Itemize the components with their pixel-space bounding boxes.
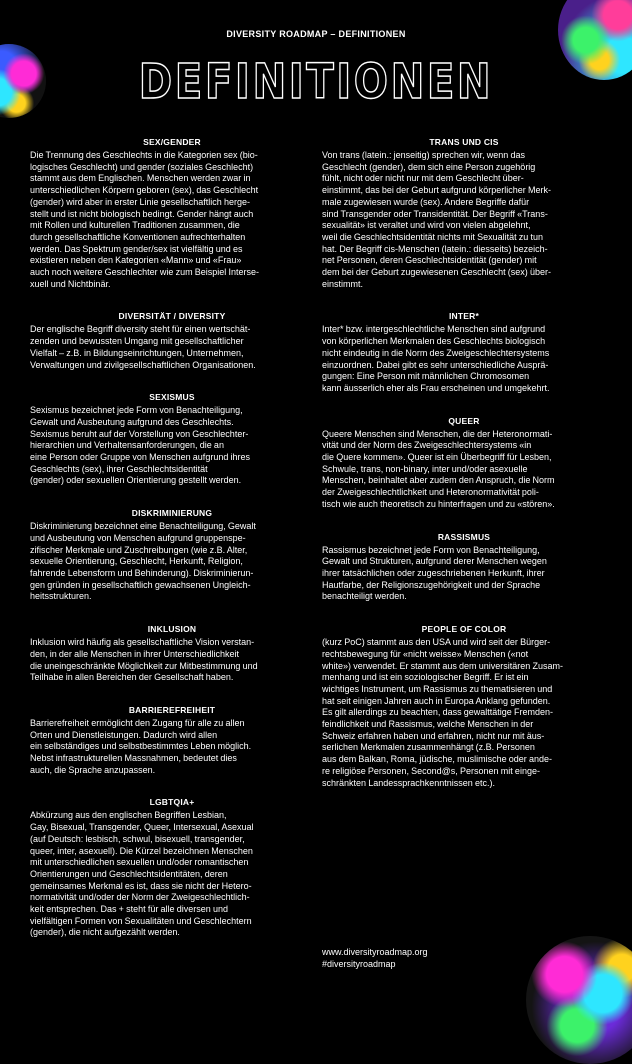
section-title: SEXISMUS — [149, 392, 195, 403]
section-title: DISKRIMINIERUNG — [131, 508, 213, 519]
definition-rassismus — [322, 531, 606, 604]
section-body: Inklusion wird häufig als gesellschaftliche Vision verstan- den, in der alle Menschen in ihrer Unterschiedlichkeit die uneingeschränkte Möglichkeit zur Mitbestimmung und Teilhabe in allen Bereichen der Gesellschaft haben. — [30, 637, 258, 683]
website-link[interactable]: www.diversityroadmap.org — [322, 947, 428, 957]
left-column — [30, 136, 314, 959]
footer — [322, 946, 522, 970]
section-title: PEOPLE OF COLOR — [421, 624, 507, 635]
section-title: BARRIEREFREIHEIT — [128, 704, 216, 715]
section-body: Der englische Begriff diversity steht für einen wertschät- zenden und bewussten Umgang mit gesellschaftlicher Vielfalt – z.B. in Bildungseinrichtungen, Unternehmen, Verwaltungen und zivilgesellschaftlichen Organisationen. — [30, 324, 256, 370]
definition-barrierefreiheit — [30, 704, 314, 777]
definition-sexismus — [30, 391, 314, 487]
section-body: Von trans (latein.: jenseitig) sprechen wir, wenn das Geschlecht (gender), dem sich eine Person zugehörig fühlt, nicht oder nicht nur mit dem Geschlecht über- einstimmt, das bei der Geburt aufgrund körperlicher Merk- male zugewiesen wurde (sex). Andere Begriffe dafür sind Transgender oder Transidentität. Der Begriff «Trans- sexualität» ist veraltet und wird von vielen abgelehnt, weil die Geschlechtsidentität nichts mit Sexualität zu tun hat. Der Begriff cis-Menschen (latein.: diesseits) bezeich- net Personen, deren Geschlechtsidentität (gender) mit dem bei der Geburt zugewiesenen Geschlecht (sex) über- einstimmt. — [322, 150, 552, 289]
definition-queer — [322, 415, 606, 511]
section-title: SEX/GENDER — [143, 137, 201, 147]
page-kicker: DIVERSITY ROADMAP – DEFINITIONEN — [226, 29, 406, 39]
page-title: DEFINITIONEN — [138, 54, 494, 110]
section-title: INKLUSION — [147, 624, 197, 635]
decorative-circle-top-left — [0, 44, 46, 118]
section-body: Queere Menschen sind Menschen, die der Heteronormati- vität und der Norm des Zweigeschlechtersystems «in die Quere kommen». Queer ist ein Überbegriff für Lesben, Schwule, trans, non-binary, inter und/oder asexuelle Menschen, beinhaltet aber zudem den Anspruch, die Norm der Zweigeschlechtlichkeit und Heteronormativität poli- tisch wie auch theoretisch zu hinterfragen und zu «stören». — [322, 428, 555, 509]
definition-inter — [322, 310, 606, 394]
section-title: TRANS UND CIS — [429, 137, 499, 147]
section-body: Inter* bzw. intergeschlechtliche Menschen sind aufgrund von körperlichen Merkmalen des Geschlechts biologisch nicht eindeutig in die Norm des Zweigeschlechtersystems einzuordnen. Dabei gibt es sehr unterschiedliche Ausprä- gungen: Eine Person mit männlichen Chromosomen kann äusserlich eher als Frau erscheinen und umgekehrt. — [322, 324, 550, 393]
section-body: Abkürzung aus den englischen Begriffen Lesbian, Gay, Bisexual, Transgender, Queer, Intersexual, Asexual (auf Deutsch: lesbisch, schwul, bisexuell, transgender, queer, inter, asexuell). Die Kürzel bezeichnen Menschen mit unterschiedlichen sexuellen und/oder romantischen Orientierungen und Geschlechtsidentitäten, deren gemeinsames Merkmal es ist, dass sie nicht der Hetero- normativität und/oder der Norm der Zweigeschlechtlich- keit entsprechen. Das + steht für alle diversen und vielfältigen Formen von Sexualitäten und Geschlechtern (gender), die nicht aufgezählt werden. — [30, 810, 254, 938]
definition-diskriminierung — [30, 507, 314, 603]
definition-sex-gender — [30, 136, 314, 290]
definition-lgbtqia — [30, 796, 314, 939]
definition-inklusion — [30, 623, 314, 684]
definition-trans-cis — [322, 136, 606, 290]
definition-people-of-color — [322, 623, 606, 789]
definition-diversity — [30, 310, 314, 371]
section-body: (kurz PoC) stammt aus den USA und wird seit der Bürger- rechtsbewegung für «nicht weisse» Menschen («not white») verwendet. Er stammt aus dem universitären Zusam- menhang und ist ein soziologischer Begriff. Er ist ein wichtiges Instrument, um Rassismus zu thematisieren und hat seit einigen Jahren auch in Europa Anklang gefunden. Es gilt allerdings zu beachten, dass gewalttätige Fremden- feindlichkeit und Rassismus, welche Menschen in der Schweiz erfahren haben und erfahren, nicht nur mit äus- serlichen Merkmalen zusammenhängt (z.B. Personen aus dem Balkan, Roma, jüdische, muslimische oder ande- re religiöse Personen, Second@s, Personen mit einge- schränkten Landessprachkenntnissen etc.). — [322, 637, 563, 788]
section-title: RASSISMUS — [437, 531, 491, 542]
section-title: DIVERSITÄT / DIVERSITY — [118, 311, 226, 322]
right-column — [322, 136, 606, 809]
section-title: LGBTQIA+ — [149, 797, 195, 808]
hashtag: #diversityroadmap — [322, 959, 396, 969]
decorative-circle-bottom-right — [526, 936, 632, 1064]
section-title: QUEER — [448, 415, 480, 426]
section-body: Die Trennung des Geschlechts in die Kategorien sex (bio- logisches Geschlecht) und gender (soziales Geschlecht) stammt aus dem Englischen. Menschen werden zwar in unterschiedlichen Körpern geboren (sex), das Geschlecht (gender) wird aber in erster Linie gesellschaftlich herge- stellt und ist nicht biologisch bedingt. Gender hängt auch mit Rollen und kulturellen Traditionen zusammen, die durch gesellschaftliche Konventionen aufrechterhalten werden. Das Spektrum gender/sex ist vielfältig und es existieren neben den Kategorien «Mann» und «Frau» auch noch weitere Geschlechter wie zum Beispiel Interse- xuell und Nichtbinär. — [30, 150, 260, 289]
section-title: INTER* — [448, 311, 479, 322]
section-body: Barrierefreiheit ermöglicht den Zugang für alle zu allen Orten und Dienstleistungen. Dadurch wird allen ein selbständiges und selbstbestimmtes Leben möglich. Nebst infrastrukturellen Massnahmen, bedeutet dies auch, die Sprache anzupassen. — [30, 717, 252, 775]
section-body: Rassismus bezeichnet jede Form von Benachteiligung, Gewalt und Strukturen, aufgrund derer Menschen wegen ihrer tatsächlichen oder zugeschriebenen Herkunft, ihrer Hautfarbe, der Religionszugehörigkeit und der Sprache benachteiligt werden. — [322, 544, 547, 602]
section-body: Sexismus bezeichnet jede Form von Benachteiligung, Gewalt und Ausbeutung aufgrund des Geschlechts. Sexismus beruht auf der Vorstellung von Geschlechter- hierarchien und Verhaltensanforderungen, die an eine Person oder Gruppe von Menschen aufgrund ihres Geschlechts (sex), ihrer Geschlechtsidentität (gender) oder sexuellen Orientierung gestellt werden. — [30, 405, 251, 486]
section-body: Diskriminierung bezeichnet eine Benachteiligung, Gewalt und Ausbeutung von Menschen aufgrund gruppenspe- zifischer Merkmale und Zuschreibungen (wie z.B. Alter, sexuelle Orientierung, Geschlecht, Herkunft, Religion, fahrende Lebensform und Behinderung). Diskriminierun- gen gründen in gesellschaftlich gewachsenen Ungleich- heitsstrukturen. — [30, 521, 256, 602]
